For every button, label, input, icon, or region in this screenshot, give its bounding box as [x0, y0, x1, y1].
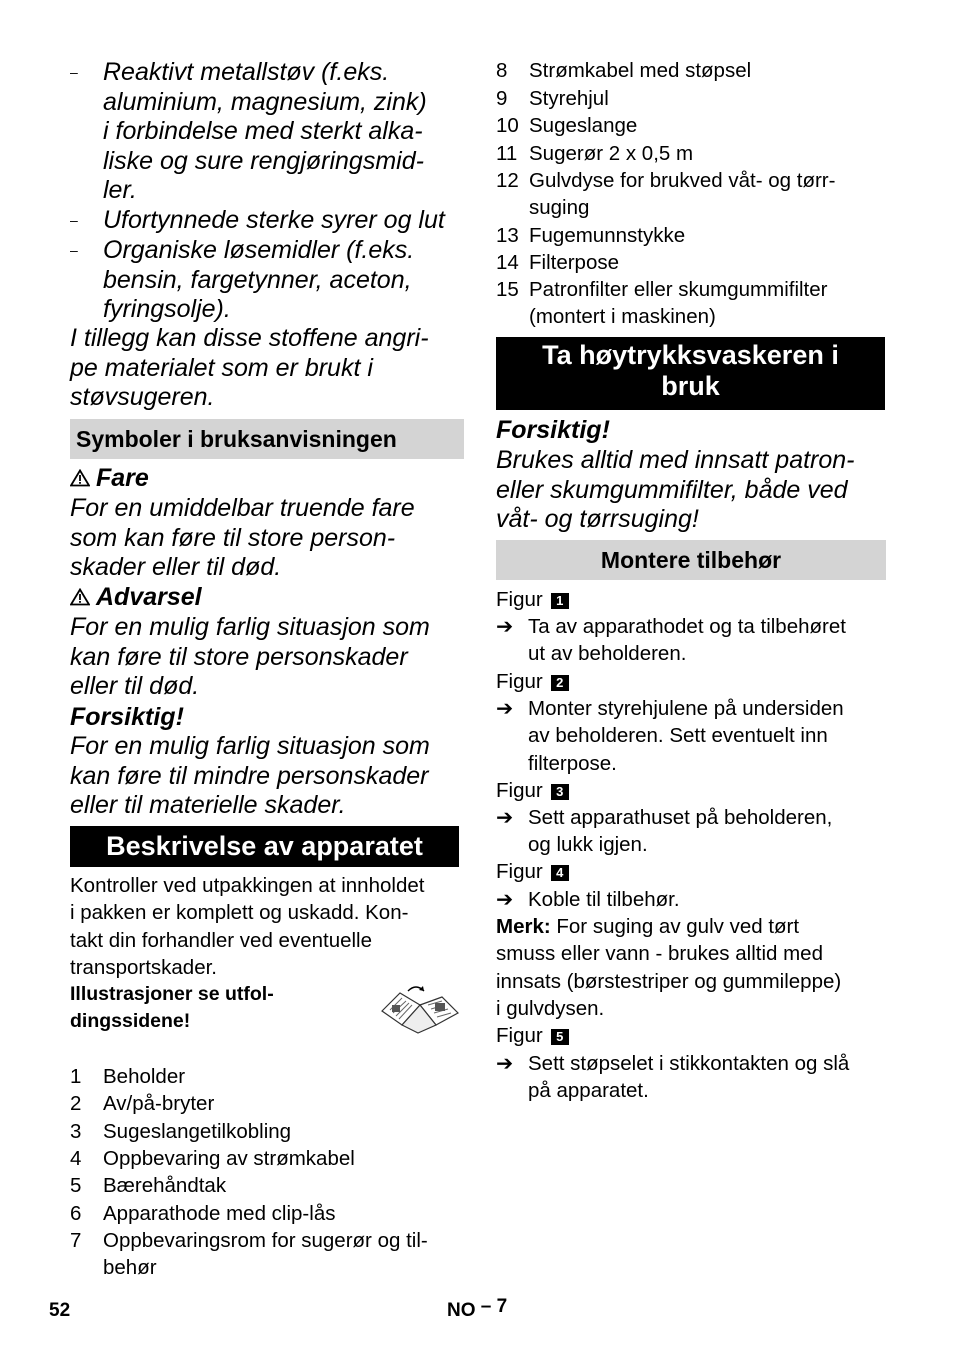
advarsel-title: Advarsel [96, 583, 202, 611]
advarsel-text: For en mulig farlig situasjon som kan føre til store personskader eller til død. [70, 613, 430, 701]
part-label: Filterpose [529, 251, 620, 274]
mount-heading: Montere tilbehør [496, 540, 886, 580]
part-number: 11 [496, 142, 518, 165]
part-label: Bærehåndtak [103, 1174, 227, 1197]
figure-word: Figur [496, 860, 543, 883]
instruction-text: Sett støpselet i stikkontakten og slå på apparatet. [528, 1052, 850, 1103]
part-label: Patronfilter eller skumgummifilter (montert i maskinen) [529, 278, 828, 329]
part-label: Oppbevaring av strømkabel [103, 1147, 355, 1170]
forsiktig-text: For en mulig farlig situasjon som kan føre til mindre personskader eller til materielle skader. [70, 732, 430, 820]
figure-label [496, 668, 569, 695]
fare-title: Fare [96, 464, 149, 492]
fare-text: For en umiddelbar truende fare som kan føre til store person- skader eller til død. [70, 494, 415, 582]
advarsel-heading [70, 583, 202, 612]
list-item-text: Ufortynnede sterke syrer og lut [103, 206, 445, 234]
figure-number-box: 2 [551, 675, 569, 691]
list-item-text: Organiske løsemidler (f.eks. bensin, fargetynner, aceton, fyringsolje). [103, 236, 415, 324]
figure-word: Figur [496, 1024, 543, 1047]
part-label: Beholder [103, 1065, 186, 1088]
part-label: Sugeslangetilkobling [103, 1120, 292, 1143]
note-paragraph [496, 913, 888, 1022]
description-paragraph: Kontroller ved utpakkingen at innholdet i pakken er komplett og uskadd. Kon- takt din forhandler ved eventuelle transportskader. [70, 874, 425, 979]
caution-text: Brukes alltid med innsatt patron- eller skumgummifilter, både ved våt- og tørrsuging! [496, 446, 855, 534]
warning-triangle-icon [70, 588, 90, 606]
arrow-right-icon: ➔ [496, 888, 514, 911]
note-text: For suging av gulv ved tørt smuss eller vann - brukes alltid med innsats (børstestriper og gummileppe) i gulvdysen. [496, 915, 842, 1020]
figure-number-box: 3 [551, 784, 569, 800]
part-number: 2 [70, 1092, 82, 1115]
part-number: 9 [496, 87, 508, 110]
part-label: Av/på-bryter [103, 1092, 215, 1115]
fare-heading [70, 464, 149, 493]
dash-bullet: – [70, 64, 78, 80]
part-number: 15 [496, 278, 519, 301]
part-number: 10 [496, 114, 519, 137]
part-number: 3 [70, 1120, 82, 1143]
part-label: Gulvdyse for brukved våt- og tørr- suging [529, 169, 836, 220]
arrow-right-icon: ➔ [496, 697, 514, 720]
part-number: 7 [70, 1229, 82, 1252]
figure-word: Figur [496, 670, 543, 693]
figure-word: Figur [496, 779, 543, 802]
part-number: 14 [496, 251, 519, 274]
warning-triangle-icon [70, 469, 90, 487]
figure-label [496, 777, 569, 804]
language-page [447, 1296, 508, 1322]
figure-word: Figur [496, 588, 543, 611]
part-number: 6 [70, 1202, 82, 1225]
part-label: Fugemunnstykke [529, 224, 686, 247]
part-number: 1 [70, 1065, 82, 1088]
startup-heading: Ta høytrykksvaskeren i bruk [496, 337, 885, 410]
arrow-right-icon: ➔ [496, 615, 514, 638]
part-label: Apparathode med clip-lås [103, 1202, 336, 1225]
lang-code: NO [447, 1300, 476, 1321]
figure-number-box: 4 [551, 865, 569, 881]
part-label: Sugerør 2 x 0,5 m [529, 142, 694, 165]
caution-title: Forsiktig! [496, 416, 610, 444]
part-number: 12 [496, 169, 519, 192]
part-label: Styrehjul [529, 87, 609, 110]
part-number: 8 [496, 59, 508, 82]
figure-label [496, 1022, 569, 1049]
part-number: 5 [70, 1174, 82, 1197]
figure-label [496, 858, 569, 885]
figure-number-box: 5 [551, 1029, 569, 1045]
intro-paragraph: I tillegg kan disse stoffene angri- pe materialet som er brukt i støvsugeren. [70, 324, 429, 412]
part-label: Sugeslange [529, 114, 638, 137]
dash-bullet: – [70, 242, 78, 258]
instruction-text: Monter styrehjulene på undersiden av beholderen. Sett eventuelt inn filterpose. [528, 697, 844, 775]
part-number: 13 [496, 224, 519, 247]
foldout-booklet-icon [378, 983, 460, 1035]
figure-number-box: 1 [551, 593, 569, 609]
figure-label [496, 586, 569, 613]
part-label: Strømkabel med støpsel [529, 59, 752, 82]
lang-page-number: – 7 [480, 1296, 508, 1317]
page-number: 52 [49, 1300, 71, 1321]
arrow-right-icon: ➔ [496, 1052, 514, 1075]
note-label: Merk: [496, 915, 551, 938]
symbols-heading: Symboler i bruksanvisningen [70, 419, 464, 459]
list-item-text: Reaktivt metallstøv (f.eks. aluminium, magnesium, zink) i forbindelse med sterkt alka- liske og sure rengjøringsmid- ler. [103, 58, 427, 205]
instruction-text: Sett apparathuset på beholderen, og lukk igjen. [528, 806, 833, 857]
part-number: 4 [70, 1147, 82, 1170]
part-label: Oppbevaringsrom for sugerør og til- behør [103, 1229, 428, 1280]
instruction-text: Ta av apparathodet og ta tilbehøret ut av beholderen. [528, 615, 846, 666]
arrow-right-icon: ➔ [496, 806, 514, 829]
dash-bullet: – [70, 212, 78, 228]
illustrations-note: Illustrasjoner se utfol- dingssidene! [70, 983, 274, 1033]
instruction-text: Koble til tilbehør. [528, 888, 680, 911]
description-heading: Beskrivelse av apparatet [70, 826, 459, 867]
forsiktig-title: Forsiktig! [70, 703, 184, 731]
